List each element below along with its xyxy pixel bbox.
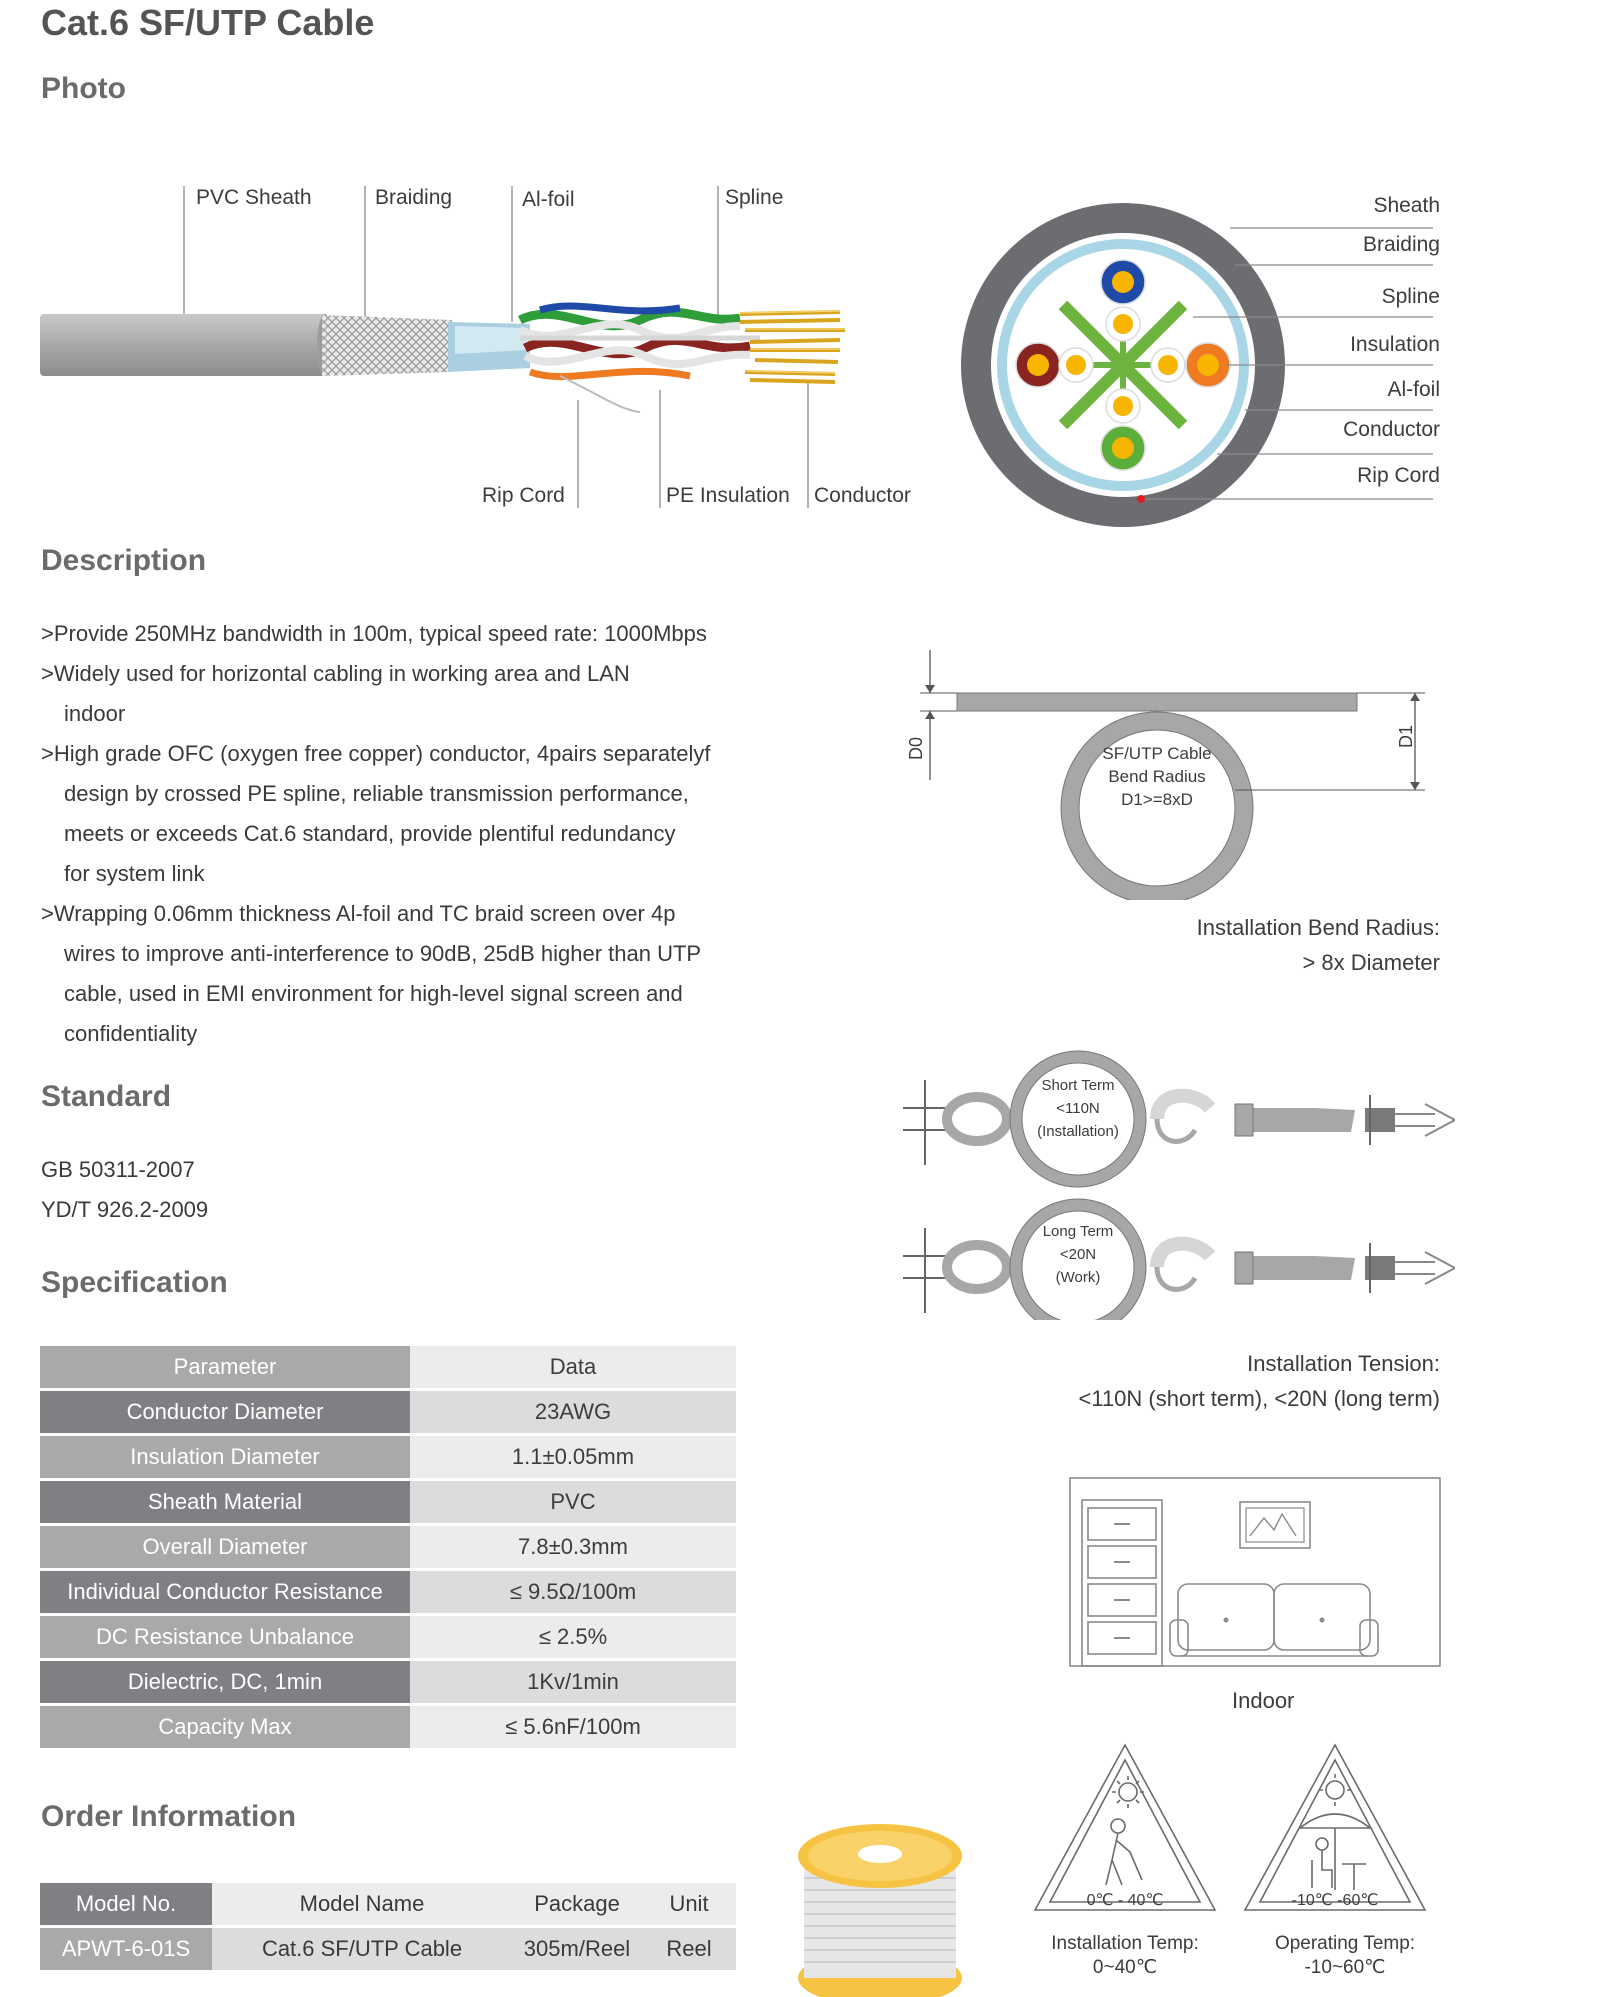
install-temp-caption [1040, 1932, 1210, 1980]
xs-label-spline: Spline [1381, 285, 1440, 308]
xs-label-conductor: Conductor [1343, 418, 1440, 441]
short-term-line: <110N [1056, 1100, 1100, 1117]
description-line: cable, used in EMI environment for high-level signal screen and [64, 981, 683, 1006]
indoor-illustration [1060, 1470, 1450, 1670]
short-term-line: (Installation) [1037, 1123, 1119, 1140]
description-line: >Provide 250MHz bandwidth in 100m, typical speed rate: 1000Mbps [41, 621, 707, 646]
spec-table [40, 1343, 736, 1751]
spec-header-row [40, 1346, 736, 1388]
long-term-line: Long Term [1042, 1223, 1114, 1240]
xs-label-al-foil: Al-foil [1387, 378, 1440, 401]
tension-caption-line: <110N (short term), <20N (long term) [1078, 1386, 1440, 1411]
description-line: >Wrapping 0.06mm thickness Al-foil and TC braid screen over 4p [41, 901, 676, 926]
standard-list [41, 1150, 208, 1230]
table-row [40, 1436, 736, 1478]
description-line: design by crossed PE spline, reliable transmission performance, [64, 781, 689, 806]
table-row [40, 1661, 736, 1703]
long-term-text [1018, 1220, 1138, 1289]
order-header-model-no: Model No. [40, 1883, 212, 1925]
spec-value: 1.1±0.05mm [410, 1436, 736, 1478]
d1-label: D1 [1396, 724, 1416, 748]
spec-value: ≤ 9.5Ω/100m [410, 1571, 736, 1613]
bend-caption [1197, 910, 1440, 980]
install-range-text: 0℃ - 40℃ [1086, 1892, 1164, 1909]
cable-side-illustration [0, 150, 940, 520]
spec-value: ≤ 5.6nF/100m [410, 1706, 736, 1748]
spec-value: 23AWG [410, 1391, 736, 1433]
specification-heading: Specification [41, 1266, 228, 1299]
label-rip-cord: Rip Cord [482, 484, 565, 507]
description-list [41, 614, 737, 1054]
table-row [40, 1526, 736, 1568]
description-heading: Description [41, 544, 207, 577]
tension-diagram [895, 1030, 1455, 1320]
spec-header-parameter: Parameter [40, 1346, 410, 1388]
order-table [40, 1880, 736, 1973]
bend-caption-line: Installation Bend Radius: [1196, 915, 1440, 940]
bend-inner-line: D1>=8xD [1121, 790, 1193, 809]
long-term-line: <20N [1059, 1246, 1097, 1263]
spec-parameter: Insulation Diameter [40, 1436, 410, 1478]
d0-label: D0 [906, 736, 926, 760]
label-braiding: Braiding [375, 186, 453, 209]
spec-value: ≤ 2.5% [410, 1616, 736, 1658]
order-package: 305m/Reel [512, 1928, 642, 1970]
order-model-name: Cat.6 SF/UTP Cable [212, 1928, 512, 1970]
table-row [40, 1928, 736, 1970]
spec-parameter: Conductor Diameter [40, 1391, 410, 1433]
long-term-line: (Work) [1055, 1269, 1101, 1286]
description-line: >Widely used for horizontal cabling in working area and LAN [41, 661, 630, 686]
xs-label-insulation: Insulation [1350, 333, 1440, 356]
install-temp-line: 0~40℃ [1092, 1957, 1158, 1978]
description-line: confidentiality [64, 1021, 198, 1046]
table-row [40, 1481, 736, 1523]
table-row [40, 1571, 736, 1613]
bend-inner-line: Bend Radius [1108, 767, 1206, 786]
description-line: for system link [64, 861, 205, 886]
spec-parameter: Sheath Material [40, 1481, 410, 1523]
spec-value: 7.8±0.3mm [410, 1526, 736, 1568]
label-conductor: Conductor [814, 484, 911, 507]
table-row [40, 1706, 736, 1748]
spec-parameter: Dielectric, DC, 1min [40, 1661, 410, 1703]
description-line: wires to improve anti-interference to 90dB, 25dB higher than UTP [64, 941, 702, 966]
description-line: >High grade OFC (oxygen free copper) conductor, 4pairs separatelyf [41, 741, 711, 766]
xs-label-rip-cord: Rip Cord [1357, 464, 1440, 487]
short-term-line: Short Term [1041, 1077, 1115, 1094]
standard-item: YD/T 926.2-2009 [41, 1197, 209, 1222]
install-temp-line: Installation Temp: [1051, 1933, 1199, 1954]
spec-parameter: DC Resistance Unbalance [40, 1616, 410, 1658]
order-header-package: Package [512, 1883, 642, 1925]
bend-caption-line: > 8x Diameter [1302, 950, 1440, 975]
description-line: meets or exceeds Cat.6 standard, provide plentiful redundancy [64, 821, 676, 846]
spec-parameter: Individual Conductor Resistance [40, 1571, 410, 1613]
table-row [40, 1391, 736, 1433]
tension-caption-line: Installation Tension: [1247, 1351, 1440, 1376]
bend-inner-text [1097, 742, 1217, 811]
standard-heading: Standard [41, 1080, 172, 1113]
indoor-caption: Indoor [1232, 1688, 1295, 1713]
order-header-unit: Unit [642, 1883, 736, 1925]
short-term-text [1018, 1074, 1138, 1143]
bend-inner-line: SF/UTP Cable [1102, 744, 1212, 763]
order-header-model-name: Model Name [212, 1883, 512, 1925]
order-model-no: APWT-6-01S [40, 1928, 212, 1970]
label-spline: Spline [725, 186, 784, 209]
order-unit: Reel [642, 1928, 736, 1970]
description-line: indoor [64, 701, 126, 726]
operate-temp-line: Operating Temp: [1274, 1933, 1416, 1954]
xs-label-sheath: Sheath [1373, 194, 1440, 217]
order-heading: Order Information [41, 1800, 297, 1833]
xs-label-braiding: Braiding [1362, 233, 1440, 256]
photo-heading: Photo [41, 72, 126, 105]
page-title: Cat.6 SF/UTP Cable [41, 2, 375, 43]
spec-parameter: Capacity Max [40, 1706, 410, 1748]
spec-header-data: Data [410, 1346, 736, 1388]
standard-item: GB 50311-2007 [41, 1157, 195, 1182]
table-row [40, 1616, 736, 1658]
spec-value: 1Kv/1min [410, 1661, 736, 1703]
label-al-foil: Al-foil [522, 188, 575, 211]
cable-reel-illustration [790, 1818, 970, 1997]
operate-temp-line: -10~60℃ [1304, 1957, 1386, 1978]
operate-range-text: -10℃ -60℃ [1291, 1892, 1379, 1909]
spec-parameter: Overall Diameter [40, 1526, 410, 1568]
label-pe-insulation: PE Insulation [666, 484, 790, 507]
spec-value: PVC [410, 1481, 736, 1523]
label-pvc-sheath: PVC Sheath [196, 186, 312, 209]
tension-caption [1079, 1346, 1441, 1416]
operate-temp-caption [1260, 1932, 1430, 1980]
order-header-row [40, 1883, 736, 1925]
